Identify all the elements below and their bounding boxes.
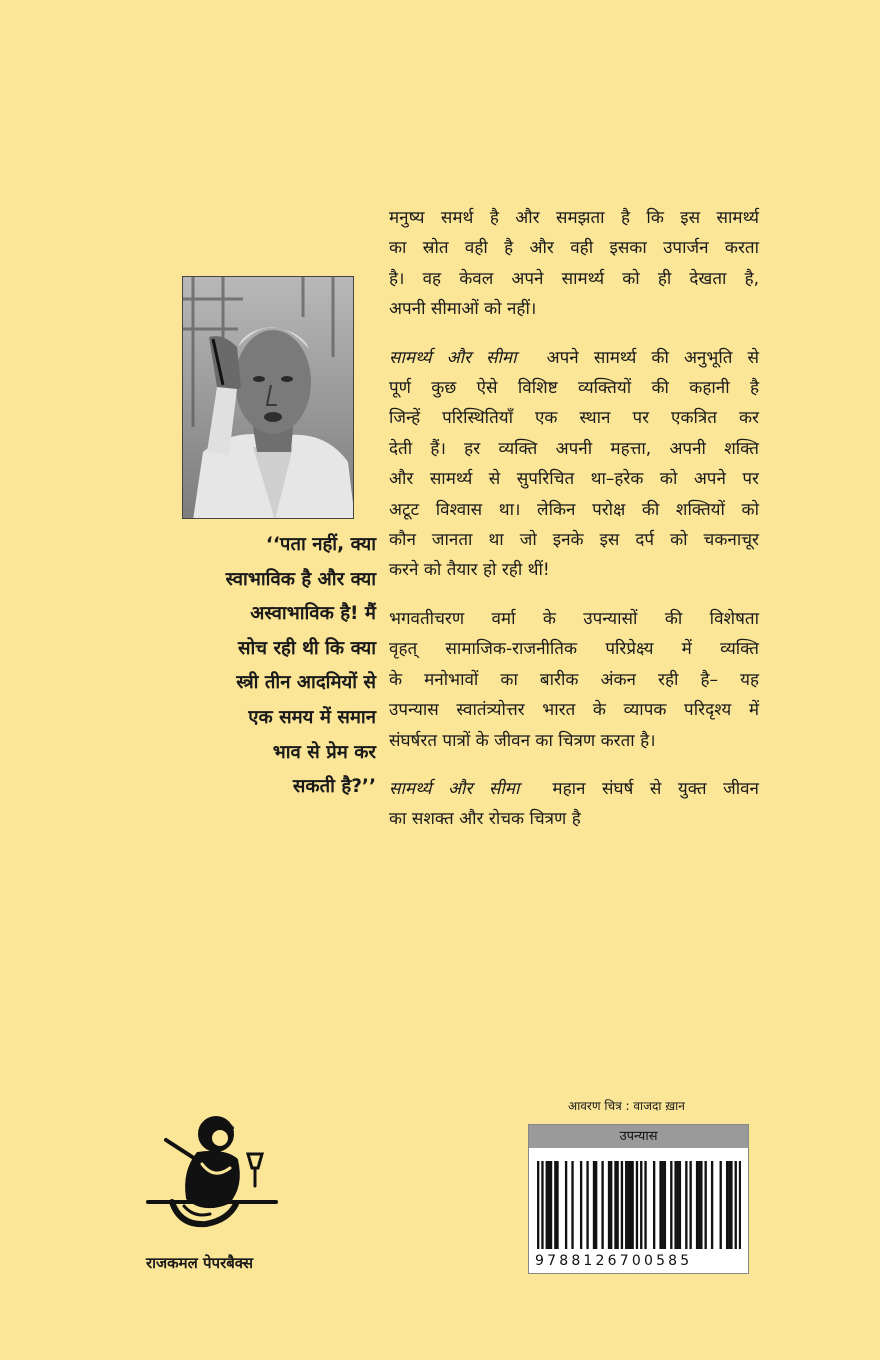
barcode-bar (720, 1161, 722, 1249)
barcode-bar (677, 1161, 679, 1249)
text-line: करने को तैयार हो रही थीं! (389, 560, 550, 581)
pull-quote (166, 528, 376, 805)
book-title-italic: सामर्थ्य और सीमा (389, 778, 520, 799)
barcode-bar (685, 1161, 687, 1249)
barcode-bar (565, 1161, 567, 1249)
blurb-paragraph-1 (389, 203, 759, 325)
text-line: का सशक्त और रोचक चित्रण है (389, 809, 581, 830)
quote-line: सकती है?’’ (292, 776, 376, 798)
barcode-bar (556, 1161, 558, 1249)
barcode-bar (659, 1161, 661, 1249)
blurb-paragraph-2 (389, 343, 759, 586)
barcode-bar (629, 1161, 631, 1249)
barcode-bar (580, 1161, 582, 1249)
barcode-bar (674, 1161, 676, 1249)
text-fragment: अपने सामर्थ्य की अनुभूति से (546, 347, 759, 368)
barcode-bar (614, 1161, 616, 1249)
barcode-bar (636, 1161, 638, 1249)
barcode-bar (728, 1161, 730, 1249)
barcode-bar (537, 1161, 539, 1249)
text-line: वृहत् सामाजिक-राजनीतिक परिप्रेक्ष्य में व्यक्ति (389, 639, 759, 660)
author-photo (182, 276, 354, 519)
barcode-bar (664, 1161, 666, 1249)
barcode-bar (616, 1161, 618, 1249)
quote-line: सोच रही थी कि क्या (237, 637, 376, 659)
barcode-bar (608, 1161, 610, 1249)
quote-line: स्वाभाविक है और क्या (225, 568, 376, 590)
quote-line: अस्वाभाविक है! मैं (250, 603, 376, 625)
text-line: अपनी सीमाओं को नहीं। (389, 299, 537, 320)
text-line: संघर्षरत पात्रों के जीवन का चित्रण करता है। (389, 730, 656, 751)
barcode-bar (541, 1161, 543, 1249)
barcode-bar (621, 1161, 623, 1249)
barcode-bar (625, 1161, 627, 1249)
quote-line: ‘‘पता नहीं, क्या (265, 534, 376, 555)
blurb-paragraph-3 (389, 604, 759, 756)
barcode-bar (704, 1161, 706, 1249)
barcode-bar (640, 1161, 642, 1249)
barcode-bar (689, 1161, 691, 1249)
genre-label: उपन्यास (529, 1125, 748, 1148)
text-line: अटूट विश्वास था। लेकिन परोक्ष की शक्तियों को (389, 499, 759, 520)
book-title-italic: सामर्थ्य और सीमा (389, 347, 517, 368)
text-line: है। वह केवल अपने सामर्थ्य को ही देखता है, (389, 268, 759, 289)
barcode-bar (730, 1161, 732, 1249)
isbn-barcode-box (528, 1124, 749, 1274)
text-line: देती हैं। हर व्यक्ति अपनी महत्ता, अपनी शक्ति (389, 438, 759, 459)
barcode-bar (670, 1161, 672, 1249)
quote-line: भाव से प्रेम कर (272, 741, 376, 763)
barcode-bar (700, 1161, 702, 1249)
text-fragment: महान संघर्ष से युक्त जीवन (552, 778, 759, 799)
text-line: मनुष्य समर्थ है और समझता है कि इस सामर्थ्य (389, 208, 759, 228)
text-line: भगवतीचरण वर्मा के उपन्यासों की विशेषता (389, 608, 759, 629)
barcode-bar (631, 1161, 633, 1249)
barcode-bar (735, 1161, 737, 1249)
cover-credit: आवरण चित्र : वाजदा ख़ान (568, 1099, 685, 1113)
text-line: उपन्यास स्वातंत्र्योत्तर भारत के व्यापक परिदृश्य में (389, 700, 759, 721)
barcode-bar (653, 1161, 655, 1249)
quote-line: स्त्री तीन आदमियों से (236, 672, 376, 694)
barcode-bar (662, 1161, 664, 1249)
barcode-bar (644, 1161, 646, 1249)
text-line (389, 343, 759, 373)
publisher-name: राजकमल पेपरबैक्स (146, 1254, 253, 1272)
text-line: का स्रोत वही है और वही इसका उपार्जन करता (389, 238, 759, 259)
text-line: जिन्हें परिस्थितियाँ एक स्थान पर एकत्रित कर (389, 408, 759, 429)
text-line: और सामर्थ्य से सुपरिचित था–हरेक को अपने पर (389, 469, 759, 490)
barcode-bar (548, 1161, 550, 1249)
barcode-bar (593, 1161, 595, 1249)
barcode-bar (546, 1161, 548, 1249)
barcode-bar (571, 1161, 573, 1249)
text-line: के मनोभावों का बारीक अंकन रही है– यह (389, 669, 759, 690)
blurb-paragraph-4 (389, 774, 759, 835)
text-line (389, 774, 759, 804)
text-line: पूर्ण कुछ ऐसे विशिष्ट व्यक्तियों की कहानी है (389, 378, 759, 399)
barcode-bar (550, 1161, 552, 1249)
text-line: कौन जानता था जो इनके इस दर्प को चकनाचूर (389, 530, 759, 551)
barcode-bar (679, 1161, 681, 1249)
barcode-bar (586, 1161, 588, 1249)
barcode-bar (726, 1161, 728, 1249)
barcode-bar (739, 1161, 741, 1249)
barcode-bar (696, 1161, 698, 1249)
isbn-digits: 9788126700585 (535, 1253, 693, 1269)
barcode-bar (711, 1161, 713, 1249)
barcode-bar (627, 1161, 629, 1249)
barcode-bar (698, 1161, 700, 1249)
publisher-logo (144, 1102, 280, 1238)
barcode-bar (554, 1161, 556, 1249)
quote-line: एक समय में समान (248, 706, 376, 728)
barcode-bar (610, 1161, 612, 1249)
barcode-bar (601, 1161, 603, 1249)
barcode-bars (537, 1161, 741, 1253)
barcode-bar (595, 1161, 597, 1249)
blurb-text (389, 203, 759, 853)
